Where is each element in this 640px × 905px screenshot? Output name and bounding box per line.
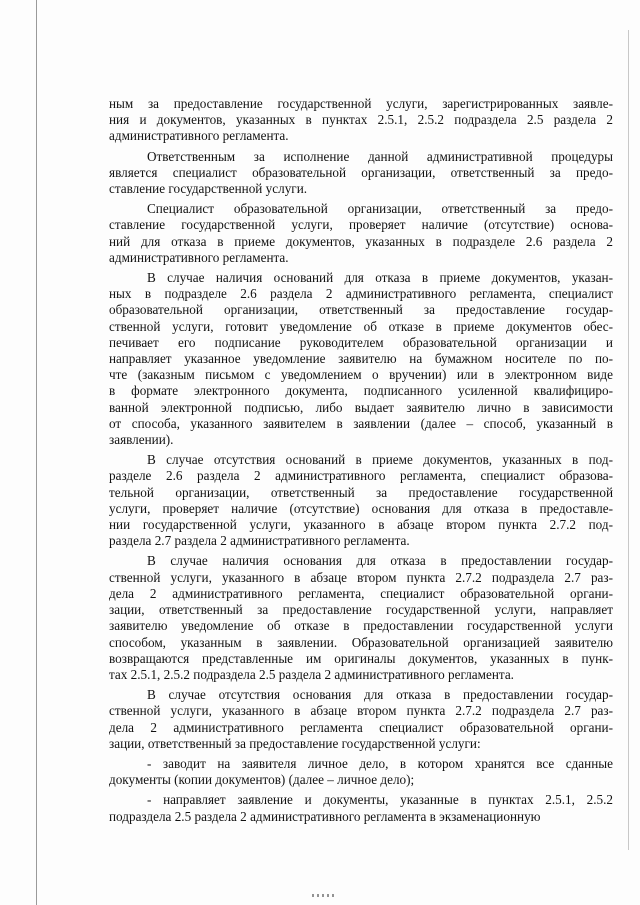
scan-edge-left <box>36 0 37 905</box>
text-line: является специалист образовательной организации, ответственный за предо- <box>109 164 613 180</box>
text-line: В случае наличия оснований для отказа в приеме документов, указан- <box>147 270 613 286</box>
text-line: ставление государственной услуги. <box>109 181 308 197</box>
text-line: В случае отсутствия оснований в приеме документов, указанных в под- <box>147 452 613 468</box>
text-line: возвращаются представленные им оригиналы документов, указанных в пунк- <box>109 650 613 666</box>
text-line: раздела 2.7 раздела 2 административного регламента. <box>109 533 410 549</box>
text-line: дела 2 административного регламента, специалист образовательной органи- <box>109 585 613 601</box>
text-line: в формате электронного документа, подписанного усиленной квалифициро- <box>109 383 613 399</box>
text-line: ванной электронной подписью, либо выдает заявителю лично в зависимости <box>109 399 613 415</box>
text-line: ственной услуги, указанного в абзаце втором пункта 2.7.2 подраздела 2.7 раз- <box>109 703 613 719</box>
paragraph <box>109 96 613 145</box>
text-line: ным за предоставление государственной услуги, зарегистрированных заявле- <box>109 96 613 111</box>
paragraph <box>109 201 613 266</box>
text-line: В случае наличия основания для отказа в предоставлении государ- <box>147 553 613 569</box>
text-line: от способа, указанного заявителем в заявлении (далее – способ, указанный в <box>109 415 613 431</box>
text-line: чте (заказным письмом с уведомлением о вручении) или в электронном виде <box>109 367 613 383</box>
text-line: - заводит на заявителя личное дело, в котором хранятся все сданные <box>147 755 613 771</box>
paragraph <box>109 792 613 824</box>
text-line: - направляет заявление и документы, указанные в пунктах 2.5.1, 2.5.2 <box>147 792 613 808</box>
paragraph <box>109 149 613 198</box>
text-line: услуги, проверяет наличие (отсутствие) основания для отказа в предоставле- <box>109 500 613 516</box>
text-line: ственной услуги, готовит уведомление об отказе в приеме документов обес- <box>109 318 613 334</box>
text-line: заявителю уведомление об отказе в предоставлении государственной услуги <box>109 618 613 634</box>
text-line: зации, ответственный за предоставление государственной услуги, направляет <box>109 602 613 618</box>
text-line: направляет указанное уведомление заявителю на бумажном носителе по по- <box>109 351 613 367</box>
text-line: документы (копии документов) (далее – личное дело); <box>109 772 415 788</box>
text-line: тельной организации, ответственный за предоставление государственной <box>109 484 613 500</box>
text-line: Ответственным за исполнение данной административной процедуры <box>147 148 613 164</box>
scan-edge-right <box>628 30 629 850</box>
text-line: ния и документов, указанных в пунктах 2.5.1, 2.5.2 подраздела 2.5 раздела 2 <box>109 112 613 128</box>
text-line: способом, указанным в заявлении. Образовательной организацией заявителю <box>109 634 613 650</box>
text-line: нии государственной услуги, указанного в абзаце втором пункта 2.7.2 под- <box>109 517 613 533</box>
text-line: образовательной организации, ответственный за предоставление государ- <box>109 302 613 318</box>
text-line: разделе 2.6 раздела 2 административного регламента, специалист образова- <box>109 468 613 484</box>
paragraph <box>109 687 613 752</box>
text-line: зации, ответственный за предоставление государственной услуги: <box>109 735 481 751</box>
text-line: печивает его подписание руководителем образовательной организации и <box>109 334 613 350</box>
text-line: административного регламента. <box>109 249 289 265</box>
document-body <box>109 96 613 825</box>
paragraph <box>109 452 613 549</box>
text-line: ний для отказа в приеме документов, указанных в подразделе 2.6 раздела 2 <box>109 233 613 249</box>
paragraph <box>109 553 613 683</box>
text-line: тах 2.5.1, 2.5.2 подраздела 2.5 раздела 2 административного регламента. <box>109 666 514 682</box>
scan-artifact <box>312 894 336 897</box>
text-line: административного регламента. <box>109 128 289 144</box>
paragraph <box>109 270 613 448</box>
text-line: В случае отсутствия основания для отказа в предоставлении государ- <box>147 687 613 703</box>
text-line: ставление государственной услуги, проверяет наличие (отсутствие) основа- <box>109 217 613 233</box>
text-line: заявлении). <box>109 432 174 448</box>
text-line: дела 2 административного регламента специалист образовательной органи- <box>109 719 613 735</box>
paragraph <box>109 756 613 788</box>
text-line: ственной услуги, указанного в абзаце втором пункта 2.7.2 подраздела 2.7 раз- <box>109 569 613 585</box>
text-line: Специалист образовательной организации, ответственный за предо- <box>147 201 613 217</box>
text-line: подраздела 2.5 раздела 2 административного регламента в экзаменационную <box>109 808 541 824</box>
text-line: ных в подразделе 2.6 раздела 2 административного регламента, специалист <box>109 286 613 302</box>
